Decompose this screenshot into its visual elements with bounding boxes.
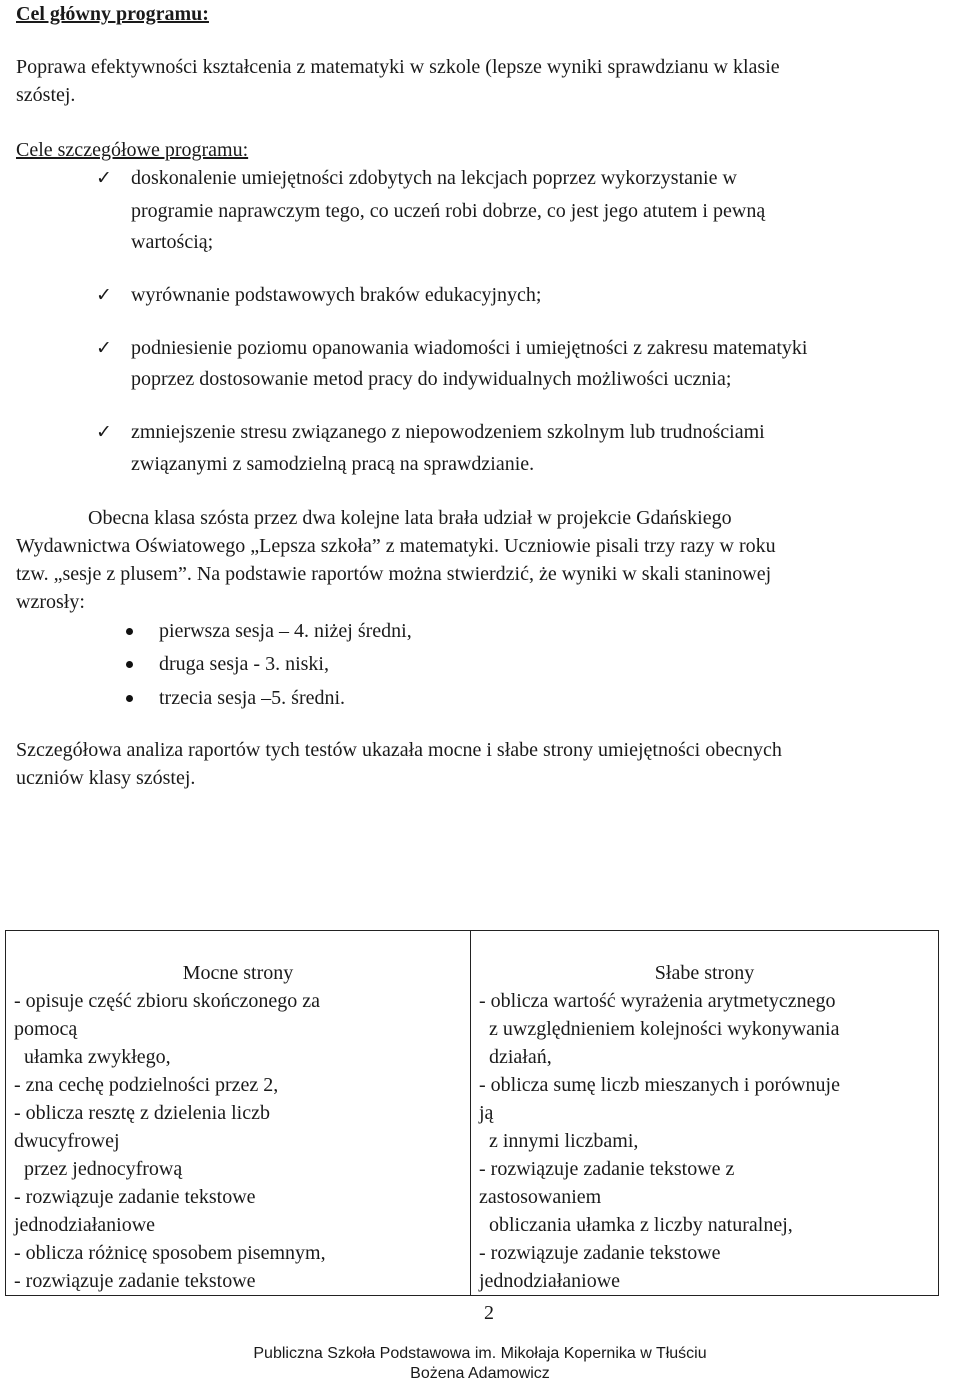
weak-line: z uwzględnieniem kolejności wykonywania: [479, 1018, 840, 1040]
weak-line: - oblicza sumę liczb mieszanych i porównuje: [479, 1074, 840, 1096]
main-goal-line-1: Poprawa efektywności kształcenia z matematyki w szkole (lepsze wyniki sprawdzianu w klasie: [16, 56, 780, 78]
strong-line: - oblicza resztę z dzielenia liczb: [14, 1102, 270, 1124]
paragraph-line-1: Obecna klasa szósta przez dwa kolejne lata brała udział w projekcie Gdańskiego: [88, 507, 732, 529]
goal-1-line-2: programie naprawczym tego, co uczeń robi dobrze, co jest jego atutem i pewną: [131, 200, 766, 222]
strong-line: dwucyfrowej: [14, 1130, 120, 1152]
analysis-line-2: uczniów klasy szóstej.: [16, 767, 196, 789]
weak-line: działań,: [479, 1046, 552, 1068]
weak-line: z innymi liczbami,: [479, 1130, 639, 1152]
specific-goals-heading: Cele szczegółowe programu:: [16, 139, 249, 161]
goal-4-line-2: związanymi z samodzielną pracą na sprawdzianie.: [131, 453, 535, 475]
strong-line: jednodziałaniowe: [14, 1214, 156, 1236]
goal-3-line-2: poprzez dostosowanie metod pracy do indywidualnych możliwości ucznia;: [131, 368, 732, 390]
bullet-icon: [126, 628, 133, 635]
analysis-line-1: Szczegółowa analiza raportów tych testów ukazała mocne i słabe strony umiejętności obecnych: [16, 739, 782, 761]
footer-author: Bożena Adamowicz: [410, 1365, 550, 1382]
bullet-icon: [126, 695, 133, 702]
strong-line: - oblicza różnicę sposobem pisemnym,: [14, 1242, 326, 1264]
weak-line: - rozwiązuje zadanie tekstowe: [479, 1242, 721, 1264]
session-3: trzecia sesja –5. średni.: [159, 687, 346, 709]
weak-line: - rozwiązuje zadanie tekstowe z: [479, 1158, 735, 1180]
checkmark-icon: ✓: [96, 337, 112, 359]
strong-line: przez jednocyfrową: [14, 1158, 183, 1180]
session-2: druga sesja - 3. niski,: [159, 653, 329, 675]
strong-line: ułamka zwykłego,: [14, 1046, 171, 1068]
weak-header: Słabe strony: [654, 962, 755, 984]
paragraph-line-4: wzrosły:: [16, 591, 85, 613]
weak-column: [471, 931, 939, 1296]
strong-header: Mocne strony: [182, 962, 294, 984]
checkmark-icon: ✓: [96, 284, 112, 306]
paragraph-line-2: Wydawnictwa Oświatowego „Lepsza szkoła” z matematyki. Uczniowie pisali trzy razy w roku: [16, 535, 776, 557]
paragraph-line-3: tzw. „sesje z plusem”. Na podstawie raportów można stwierdzić, że wyniki w skali staninowej: [16, 563, 772, 585]
strong-line: - opisuje część zbioru skończonego za: [14, 990, 320, 1012]
weak-line: ją: [479, 1102, 494, 1124]
footer-school: Publiczna Szkoła Podstawowa im. Mikołaja Kopernika w Tłuściu: [253, 1345, 707, 1362]
goal-3-line-1: podniesienie poziomu opanowania wiadomości i umiejętności z zakresu matematyki: [131, 337, 808, 359]
main-goal-heading: Cel główny programu:: [16, 3, 209, 25]
strong-line: - zna cechę podzielności przez 2,: [14, 1074, 279, 1096]
goal-2-line-1: wyrównanie podstawowych braków edukacyjnych;: [131, 284, 542, 306]
weak-line: jednodziałaniowe: [479, 1270, 621, 1292]
strong-line: pomocą: [14, 1018, 78, 1040]
session-1: pierwsza sesja – 4. niżej średni,: [159, 620, 412, 642]
checkmark-icon: ✓: [96, 421, 112, 443]
bullet-icon: [126, 661, 133, 668]
strengths-weaknesses-table: [5, 930, 939, 1296]
page-number: 2: [484, 1302, 494, 1324]
strong-column: [6, 931, 471, 1296]
strong-line: - rozwiązuje zadanie tekstowe: [14, 1186, 256, 1208]
weak-line: - oblicza wartość wyrażenia arytmetycznego: [479, 990, 836, 1012]
goal-1-line-3: wartością;: [131, 231, 214, 253]
goal-1-line-1: doskonalenie umiejętności zdobytych na lekcjach poprzez wykorzystanie w: [131, 167, 737, 189]
weak-line: zastosowaniem: [479, 1186, 602, 1208]
goal-4-line-1: zmniejszenie stresu związanego z niepowodzeniem szkolnym lub trudnościami: [131, 421, 765, 443]
main-goal-line-2: szóstej.: [16, 84, 76, 106]
checkmark-icon: ✓: [96, 167, 112, 189]
weak-line: obliczania ułamka z liczby naturalnej,: [479, 1214, 793, 1236]
strong-line: - rozwiązuje zadanie tekstowe: [14, 1270, 256, 1292]
